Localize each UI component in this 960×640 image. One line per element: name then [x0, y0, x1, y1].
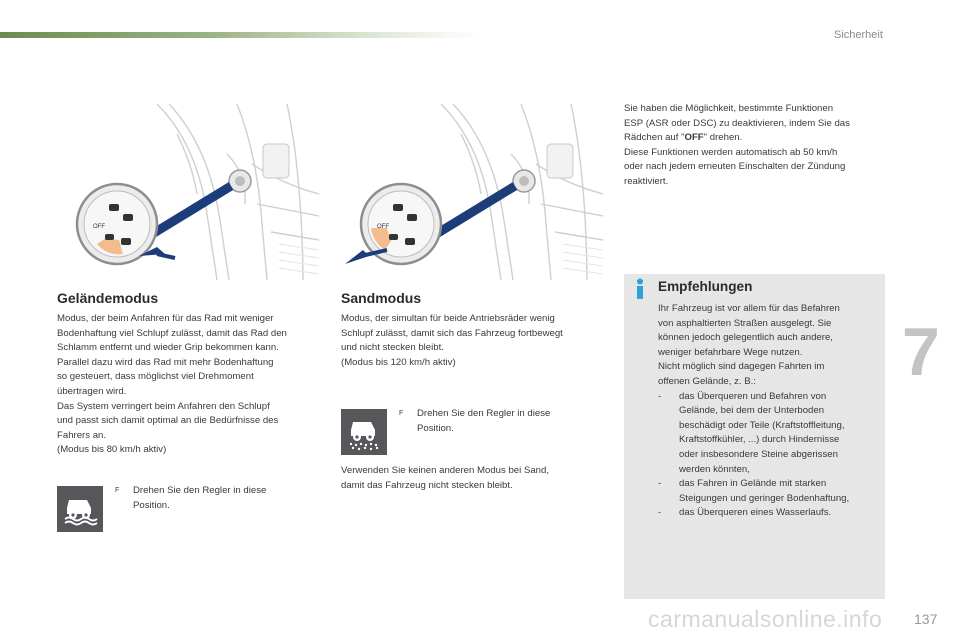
page-number: 137	[914, 611, 938, 627]
bullet-mark: F	[399, 410, 404, 417]
sandmodus-description	[341, 312, 563, 370]
list-item-continuation: Steigungen und geringer Bodenhaftung,	[679, 492, 850, 504]
text-line: offenen Gelände, z. B.:	[658, 375, 756, 387]
section-title: Sicherheit	[834, 29, 883, 41]
text-line: von asphaltierten Straßen ausgelegt. Sie	[658, 317, 832, 329]
list-item-continuation: oder insbesondere Steine abgerissen	[679, 448, 838, 460]
text-line: weniger befahrbare Wege nutzen.	[658, 346, 803, 358]
text-line: (Modus bis 80 km/h aktiv)	[57, 444, 167, 456]
list-item: - das Überqueren und Befahren von	[658, 390, 849, 405]
list-item-continuation: Gelände, bei dem der Unterboden	[679, 405, 825, 417]
header-accent-bar	[0, 32, 480, 38]
text-line: (Modus bis 120 km/h aktiv)	[341, 356, 456, 368]
text-line: Fahrers an.	[57, 429, 107, 441]
text-line: so gesteuert, dass möglichst viel Drehmoment	[57, 371, 254, 383]
sandmodus-note	[341, 464, 549, 493]
list-item: - das Fahren in Gelände mit starken	[658, 477, 849, 492]
list-item: - das Überqueren eines Wasserlaufs.	[658, 506, 849, 521]
list-item-continuation: werden könnten,	[679, 463, 750, 475]
svg-text:OFF: OFF	[377, 224, 389, 230]
list-dash: -	[658, 478, 662, 490]
sand-mode-icon	[341, 409, 387, 455]
watermark: carmanualsonline.info	[648, 606, 883, 632]
text-line: damit das Fahrzeug nicht stecken bleibt.	[341, 479, 513, 491]
chapter-number: 7	[902, 314, 940, 390]
text-line: Modus, der beim Anfahren für das Rad mit weniger	[57, 313, 274, 324]
text-line: Bodenhaftung viel Schlupf zulässt, damit das Rad den	[57, 327, 287, 339]
mud-mode-icon	[57, 486, 103, 532]
sandmodus-illustration	[341, 104, 603, 280]
list-dash: -	[658, 507, 662, 519]
deactivate-text: Sie haben die Möglichkeit, bestimmte Funktionen ESP (ASR oder DSC) zu deaktivieren, indem Sie das Rädchen auf "OFF" drehen. Diese Funktionen werden automatisch ab 50 km/h oder nach jedem erneuten Einschalten der Zündung reaktiviert.	[624, 103, 850, 187]
text-line: Das System verringert beim Anfahren den Schlupf	[57, 400, 270, 412]
list-item-continuation: beschädigt oder Teile (Kraftstoffleitung,	[679, 419, 845, 431]
text-line: Schlupf zulässt, damit sich das Fahrzeug fortbewegt	[341, 327, 563, 339]
recommendations-title: Empfehlungen	[658, 279, 753, 294]
svg-text:OFF: OFF	[93, 224, 105, 230]
text-line: und nicht stecken bleibt.	[341, 342, 444, 354]
info-icon	[632, 278, 648, 300]
gelaendemodus-title: Geländemodus	[57, 290, 159, 306]
gelaendemodus-illustration	[57, 104, 319, 280]
text-line: Modus, der simultan für beide Antriebsräder wenig	[341, 313, 555, 324]
bullet-mark: F	[115, 487, 120, 494]
list-dash: -	[658, 390, 662, 402]
text-line: Verwenden Sie keinen anderen Modus bei Sand,	[341, 465, 550, 476]
text-line: Parallel dazu wird das Rad mit mehr Bodenhaftung	[57, 356, 274, 368]
off-label: OFF	[684, 132, 704, 144]
gelaendemodus-description	[57, 312, 287, 458]
text-line: Ihr Fahrzeug ist vor allem für das Befahren	[658, 303, 840, 314]
text-line: und passt sich damit optimal an die Bedürfnisse des	[57, 415, 279, 427]
text-line: können jedoch gelegentlich auch andere,	[658, 332, 833, 344]
text-line: Nicht möglich sind dagegen Fahrten im	[658, 361, 825, 373]
text-line: übertragen wird.	[57, 385, 127, 397]
text-line: Schlamm entfernt und wieder Grip bekommen kann.	[57, 342, 279, 354]
list-item-continuation: Kraftstoffkühler, ...) durch Hindernisse	[679, 434, 840, 446]
recommendations-text	[658, 302, 849, 521]
sandmodus-title: Sandmodus	[341, 290, 422, 306]
